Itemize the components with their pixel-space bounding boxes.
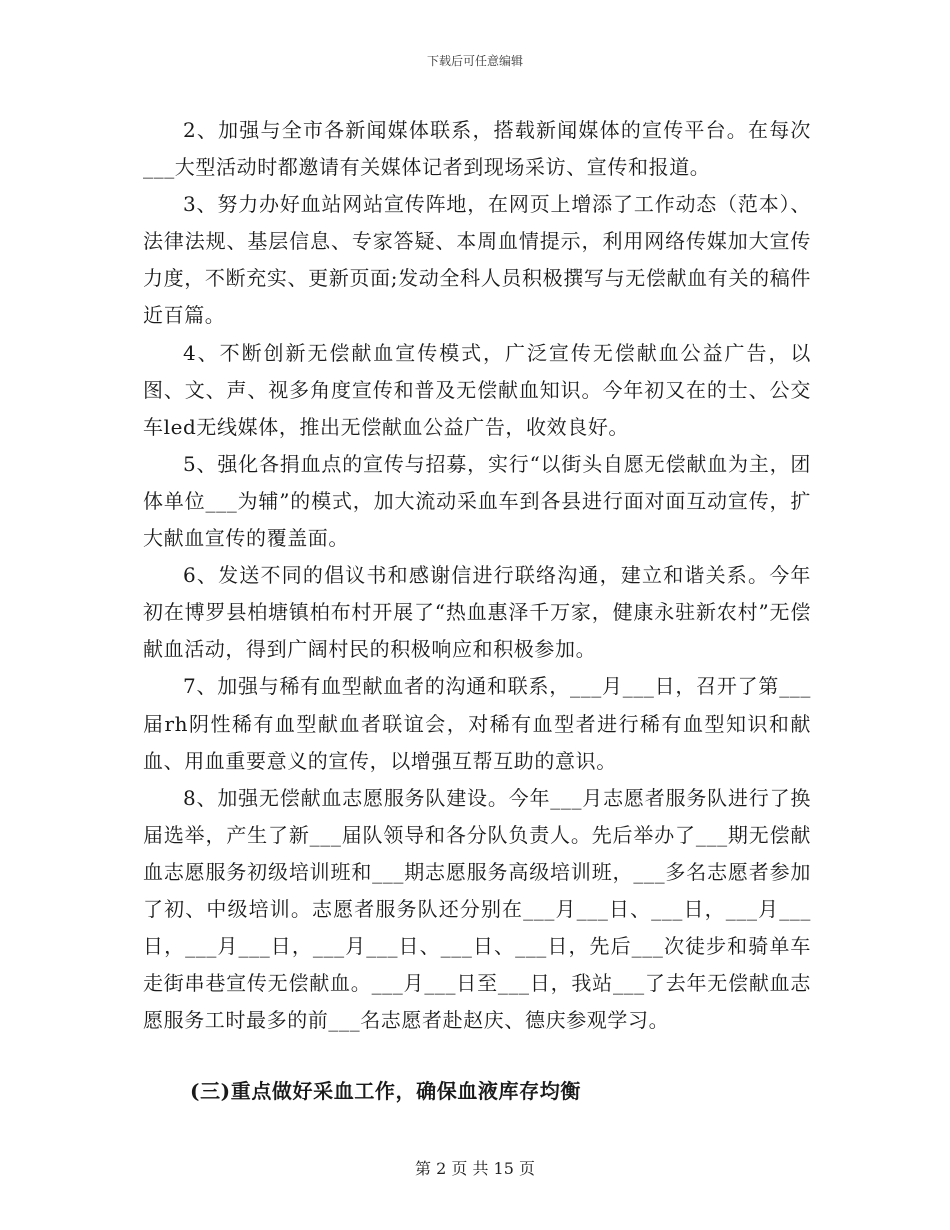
paragraph-6: 6、发送不同的倡议书和感谢信进行联络沟通，建立和谐关系。今年初在博罗县柏塘镇柏布村开展了“热血惠泽千万家，健康永驻新农村”无偿献血活动，得到广阔村民的积极响应和积极参加。 [143, 563, 811, 662]
paragraph-2: 2、加强与全市各新闻媒体联系，搭载新闻媒体的宣传平台。在每次___大型活动时都邀请有关媒体记者到现场采访、宣传和报道。 [143, 118, 811, 180]
paragraph-4: 4、不断创新无偿献血宣传模式，广泛宣传无偿献血公益广告，以图、文、声、视多角度宣传和普及无偿献血知识。今年初又在的士、公交车led无线媒体，推出无偿献血公益广告，收效良好。 [143, 340, 811, 439]
page-footer: 第 2 页 共 15 页 [415, 1159, 535, 1178]
section-heading: (三)重点做好采血工作，确保血液库存均衡 [190, 1079, 581, 1103]
page-header: 下载后可任意编辑 [426, 54, 523, 68]
paragraph-5: 5、强化各捐血点的宣传与招募，实行“以街头自愿无偿献血为主，团体单位___为辅”的模式，加大流动采血车到各县进行面对面互动宣传，扩大献血宣传的覆盖面。 [143, 451, 811, 551]
paragraph-8: 8、加强无偿献血志愿服务队建设。今年___月志愿者服务队进行了换届选举，产生了新___届队领导和各分队负责人。先后举办了___期无偿献血志愿服务初级培训班和___期志愿服务高级培训班，___多名志愿者参加了初、中级培训。志愿者服务队还分别在___月___日、___日，___月___日，___月___日，___月___日、___日、___日，先后___次徒步和骑单车走街串巷宣传无偿献血。___月___日至___日，我站___了去年无偿献血志愿服务工时最多的前___名志愿者赴赵庆、德庆参观学习。 [143, 785, 811, 1033]
document-body [143, 112, 811, 1039]
paragraph-3: 3、努力办好血站网站宣传阵地，在网页上增添了工作动态（范本）、法律法规、基层信息、专家答疑、本周血情提示，利用网络传媒加大宣传力度，不断充实、更新页面;发动全科人员积极撰写与无偿献血有关的稿件近百篇。 [143, 192, 811, 328]
paragraph-7: 7、加强与稀有血型献血者的沟通和联系，___月___日，召开了第___届rh阴性稀有血型献血者联谊会，对稀有血型者进行稀有血型知识和献血、用血重要意义的宣传，以增强互帮互助的意识。 [143, 674, 811, 773]
